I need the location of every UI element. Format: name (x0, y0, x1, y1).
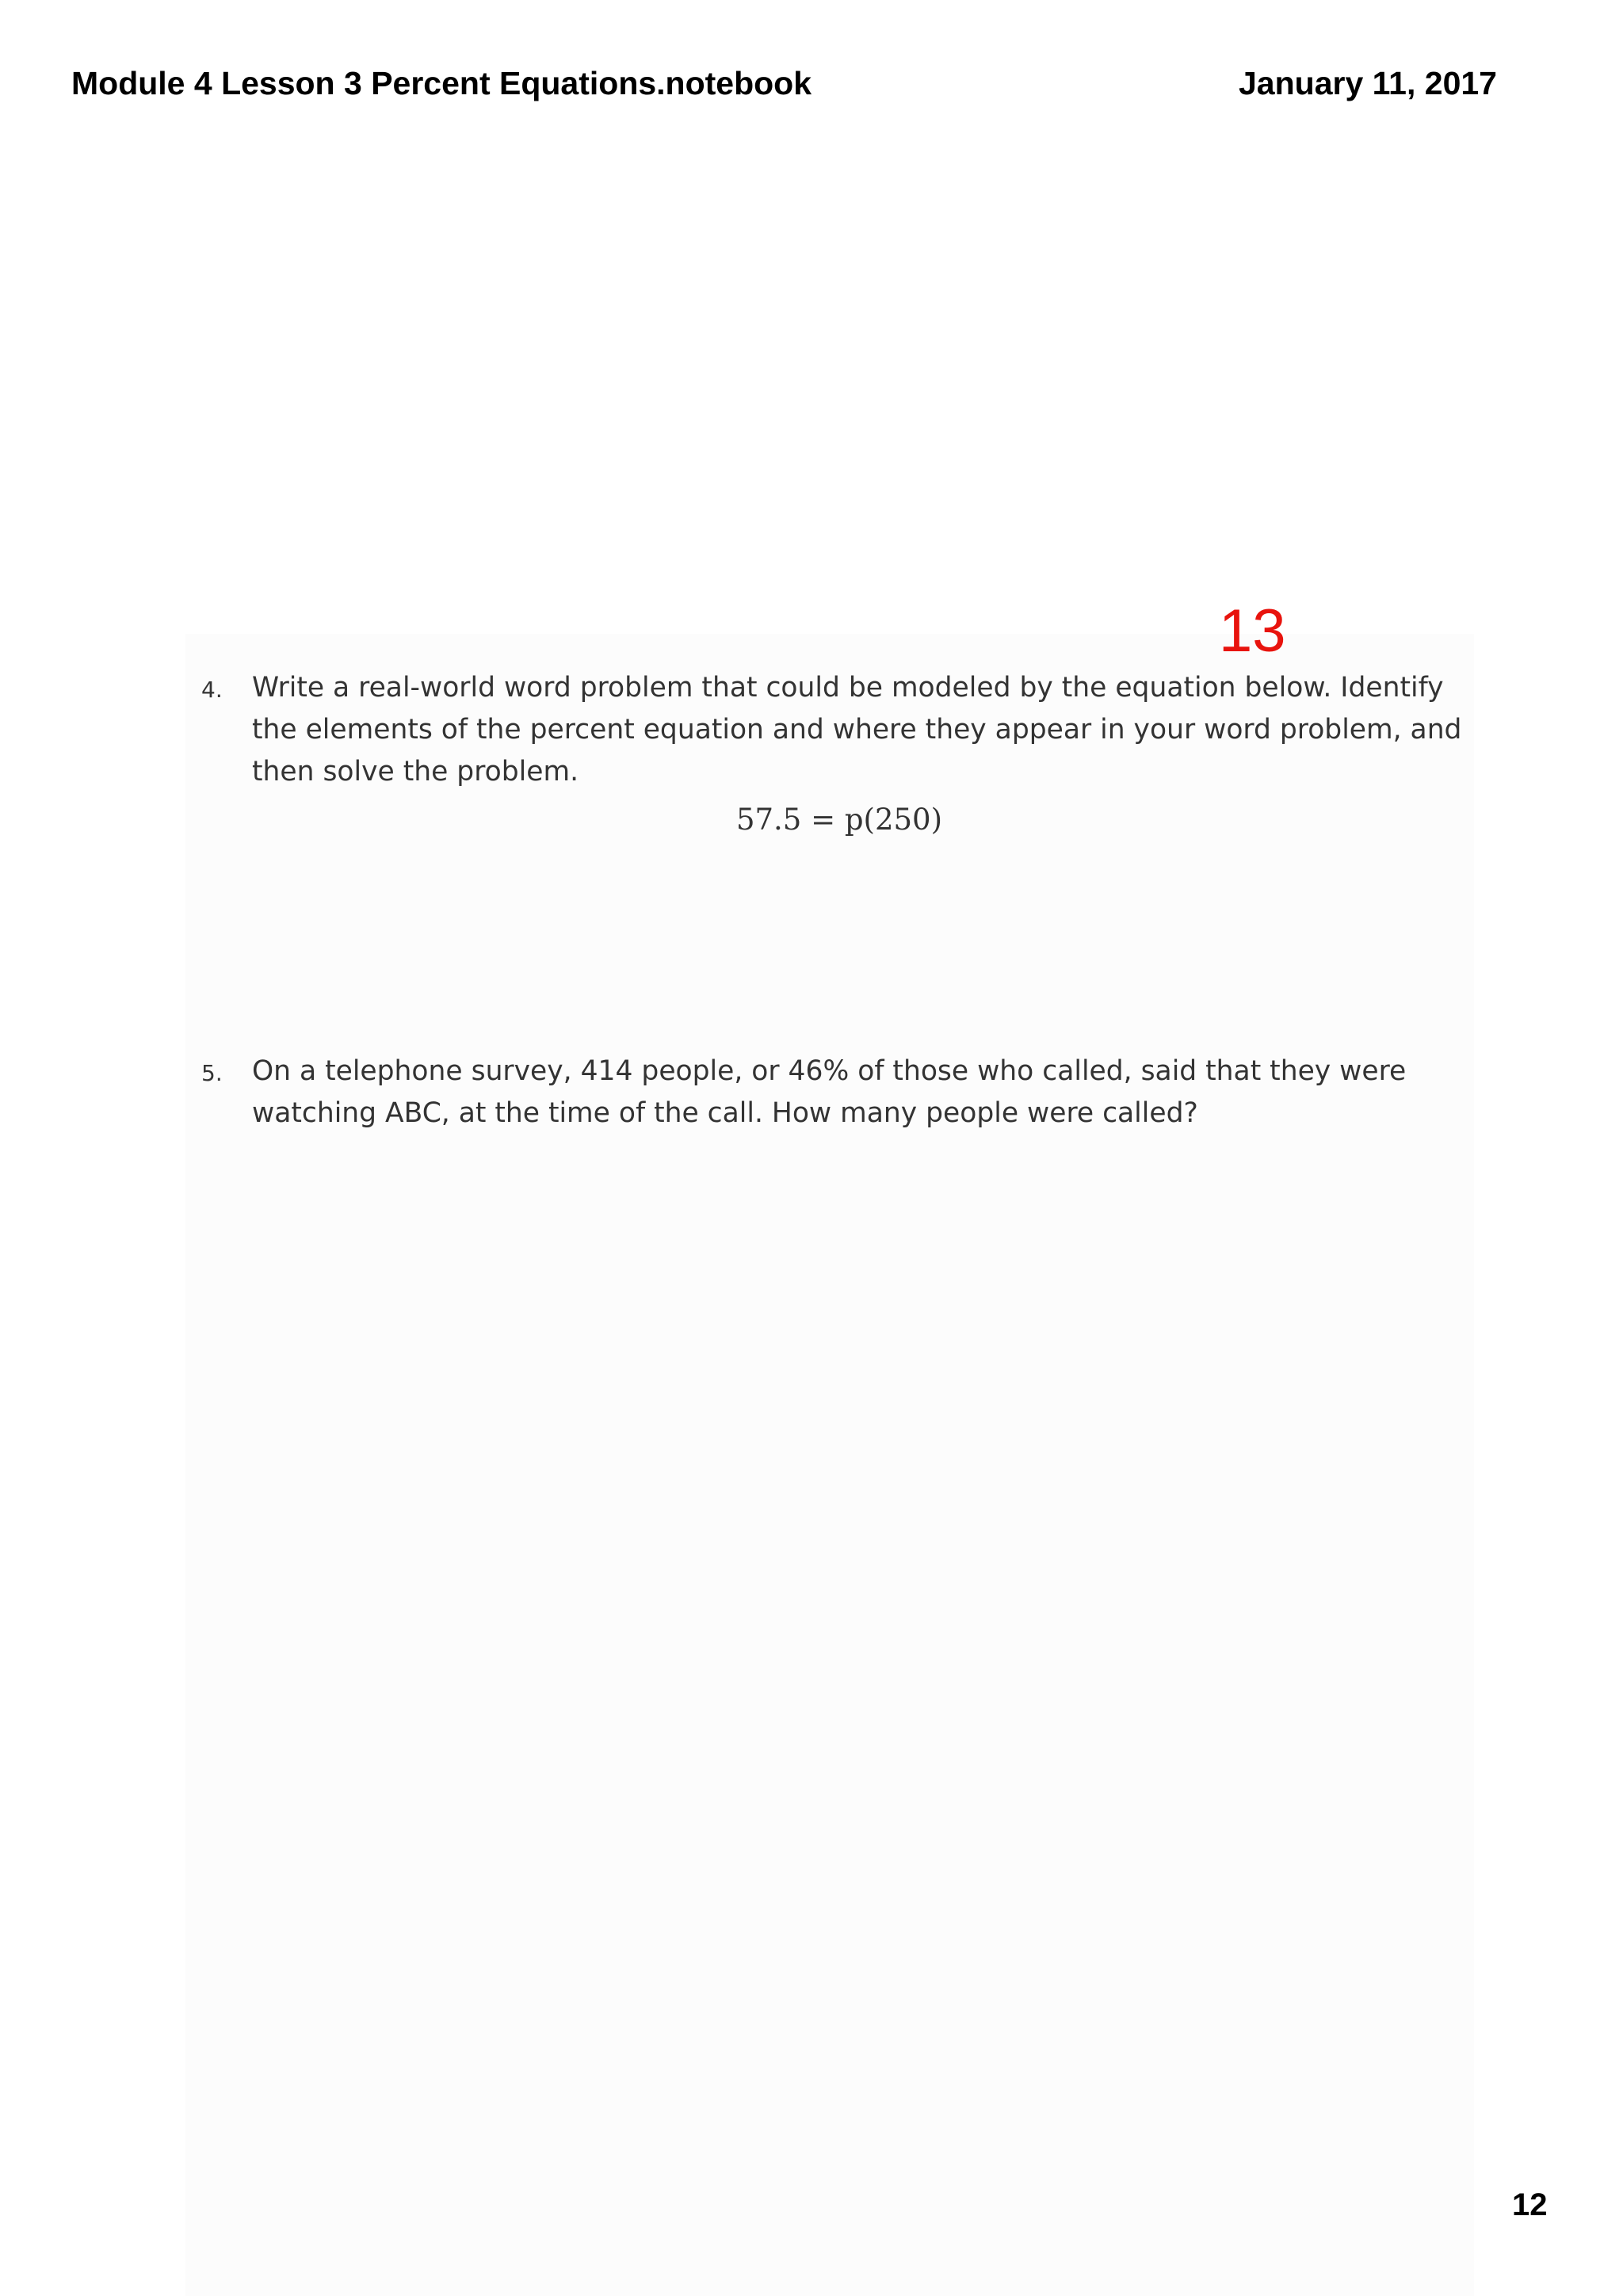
problem-line: watching ABC, at the time of the call. How many people were called? (252, 1097, 1198, 1129)
problem-line: Write a real-world word problem that could be modeled by the equation below. Identify (252, 672, 1444, 704)
percent-equation: 57.5 = p(250) (735, 803, 943, 837)
problem-text (252, 1051, 1488, 1135)
problem-line: then solve the problem. (252, 756, 579, 788)
problem-number: 4. (201, 677, 223, 703)
problem-line: On a telephone survey, 414 people, or 46% of those who called, said that they were (252, 1055, 1407, 1087)
page-date: January 11, 2017 (1239, 65, 1497, 101)
page-number: 12 (1512, 2187, 1548, 2222)
problem-line: the elements of the percent equation and where they appear in your word problem, and (252, 714, 1462, 746)
problem-text (252, 667, 1488, 793)
notebook-title: Module 4 Lesson 3 Percent Equations.notebook (71, 65, 812, 101)
handwritten-score: 13 (1219, 597, 1286, 665)
problem-number: 5. (201, 1060, 223, 1086)
worksheet-image (185, 634, 1474, 2296)
